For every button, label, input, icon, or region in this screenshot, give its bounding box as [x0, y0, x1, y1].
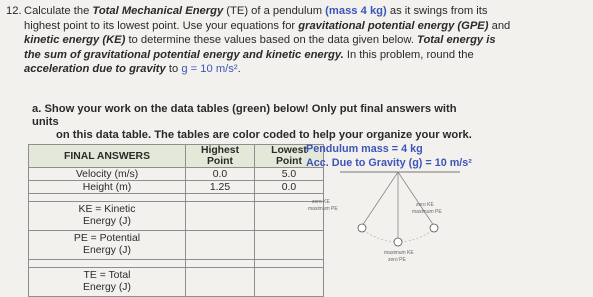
- q-text: (TE) of a pendulum: [223, 5, 326, 17]
- label-left-ke: zero KE: [312, 199, 330, 205]
- row-label-line: Energy (J): [83, 282, 131, 293]
- label-bottom-ke: maximum KE: [384, 250, 414, 256]
- q-text: to determine these values based on the data given below.: [125, 34, 418, 46]
- q-text: to: [165, 63, 182, 75]
- q-text: highest point to its lowest point. Use your equations for: [24, 19, 299, 32]
- table-row: [29, 168, 324, 181]
- question-number: 12.: [6, 5, 22, 17]
- answer-cell[interactable]: [255, 268, 324, 297]
- pendulum-mass: Pendulum mass = 4 kg: [306, 143, 423, 155]
- table-row: [29, 268, 324, 297]
- q-text: and: [488, 19, 511, 32]
- table-header: Lowest Point: [255, 145, 324, 168]
- cell-value[interactable]: 0.0: [255, 181, 324, 194]
- row-label-line: Energy (J): [83, 245, 131, 256]
- part-a-line2: on this data table. The tables are color coded to help your organize your work.: [56, 129, 472, 141]
- mass-highlight: (mass 4 kg): [325, 5, 387, 17]
- pendulum-diagram: [300, 170, 480, 264]
- string-right: [398, 172, 434, 226]
- answer-cell[interactable]: [186, 268, 255, 297]
- bob-left: [358, 224, 366, 232]
- row-label: [29, 202, 186, 231]
- bob-center: [394, 238, 402, 246]
- spacer-cell: [29, 194, 186, 202]
- row-label: Height (m): [29, 181, 186, 194]
- table-header-row: [29, 145, 324, 168]
- table-row: [29, 231, 324, 260]
- cell-value[interactable]: 1.25: [186, 181, 255, 194]
- final-answers-table: [28, 144, 324, 297]
- table-row: [29, 202, 324, 231]
- q-bold: gravitational potential energy (GPE): [298, 19, 489, 32]
- label-right-ke: zero KE: [416, 202, 434, 208]
- row-label: [29, 268, 186, 297]
- row-label-line: Energy (J): [83, 216, 131, 227]
- q-bold: the sum of gravitational potential energy and kinetic energy.: [24, 48, 344, 61]
- part-a-instructions: [32, 103, 482, 142]
- given-values: [306, 143, 472, 169]
- row-label: Velocity (m/s): [29, 168, 186, 181]
- answer-cell[interactable]: [186, 202, 255, 231]
- q-text: as it swings from its: [386, 5, 488, 17]
- label-right-pe: maximum PE: [412, 209, 442, 215]
- q-bold: Total Mechanical Energy: [92, 5, 224, 17]
- question-12: [6, 4, 586, 77]
- label-left-pe: maximum PE: [308, 206, 338, 212]
- table-spacer-row: [29, 194, 324, 202]
- q-bold: Total energy is: [417, 34, 496, 46]
- row-label-line: KE = Kinetic: [78, 204, 136, 215]
- bob-right: [430, 224, 438, 232]
- label-bottom-pe: zero PE: [388, 257, 406, 263]
- q-bold: kinetic energy (KE): [24, 34, 126, 46]
- q-text: In this problem, round the: [343, 48, 474, 61]
- gravity-value: Acc. Due to Gravity (g) = 10 m/s²: [306, 157, 472, 169]
- row-label-line: PE = Potential: [73, 233, 141, 244]
- question-text: [24, 4, 586, 77]
- q-bold: acceleration due to gravity: [24, 63, 166, 75]
- part-a-line1: a. Show your work on the data tables (green) below! Only put final answers with units: [32, 103, 457, 128]
- q-text: .: [237, 63, 241, 75]
- q-text: Calculate the: [24, 5, 93, 17]
- gravity-highlight: g = 10 m/s²: [181, 63, 238, 75]
- row-label-line: TE = Total: [83, 270, 131, 281]
- table-header: Highest Point: [186, 145, 255, 168]
- cell-value[interactable]: 0.0: [186, 168, 255, 181]
- cell-value[interactable]: 5.0: [255, 168, 324, 181]
- row-label: [29, 231, 186, 260]
- table-row: [29, 181, 324, 194]
- answer-cell[interactable]: [186, 231, 255, 260]
- string-left: [362, 172, 398, 226]
- spacer-cell: [186, 194, 255, 202]
- table-header: FINAL ANSWERS: [29, 145, 186, 168]
